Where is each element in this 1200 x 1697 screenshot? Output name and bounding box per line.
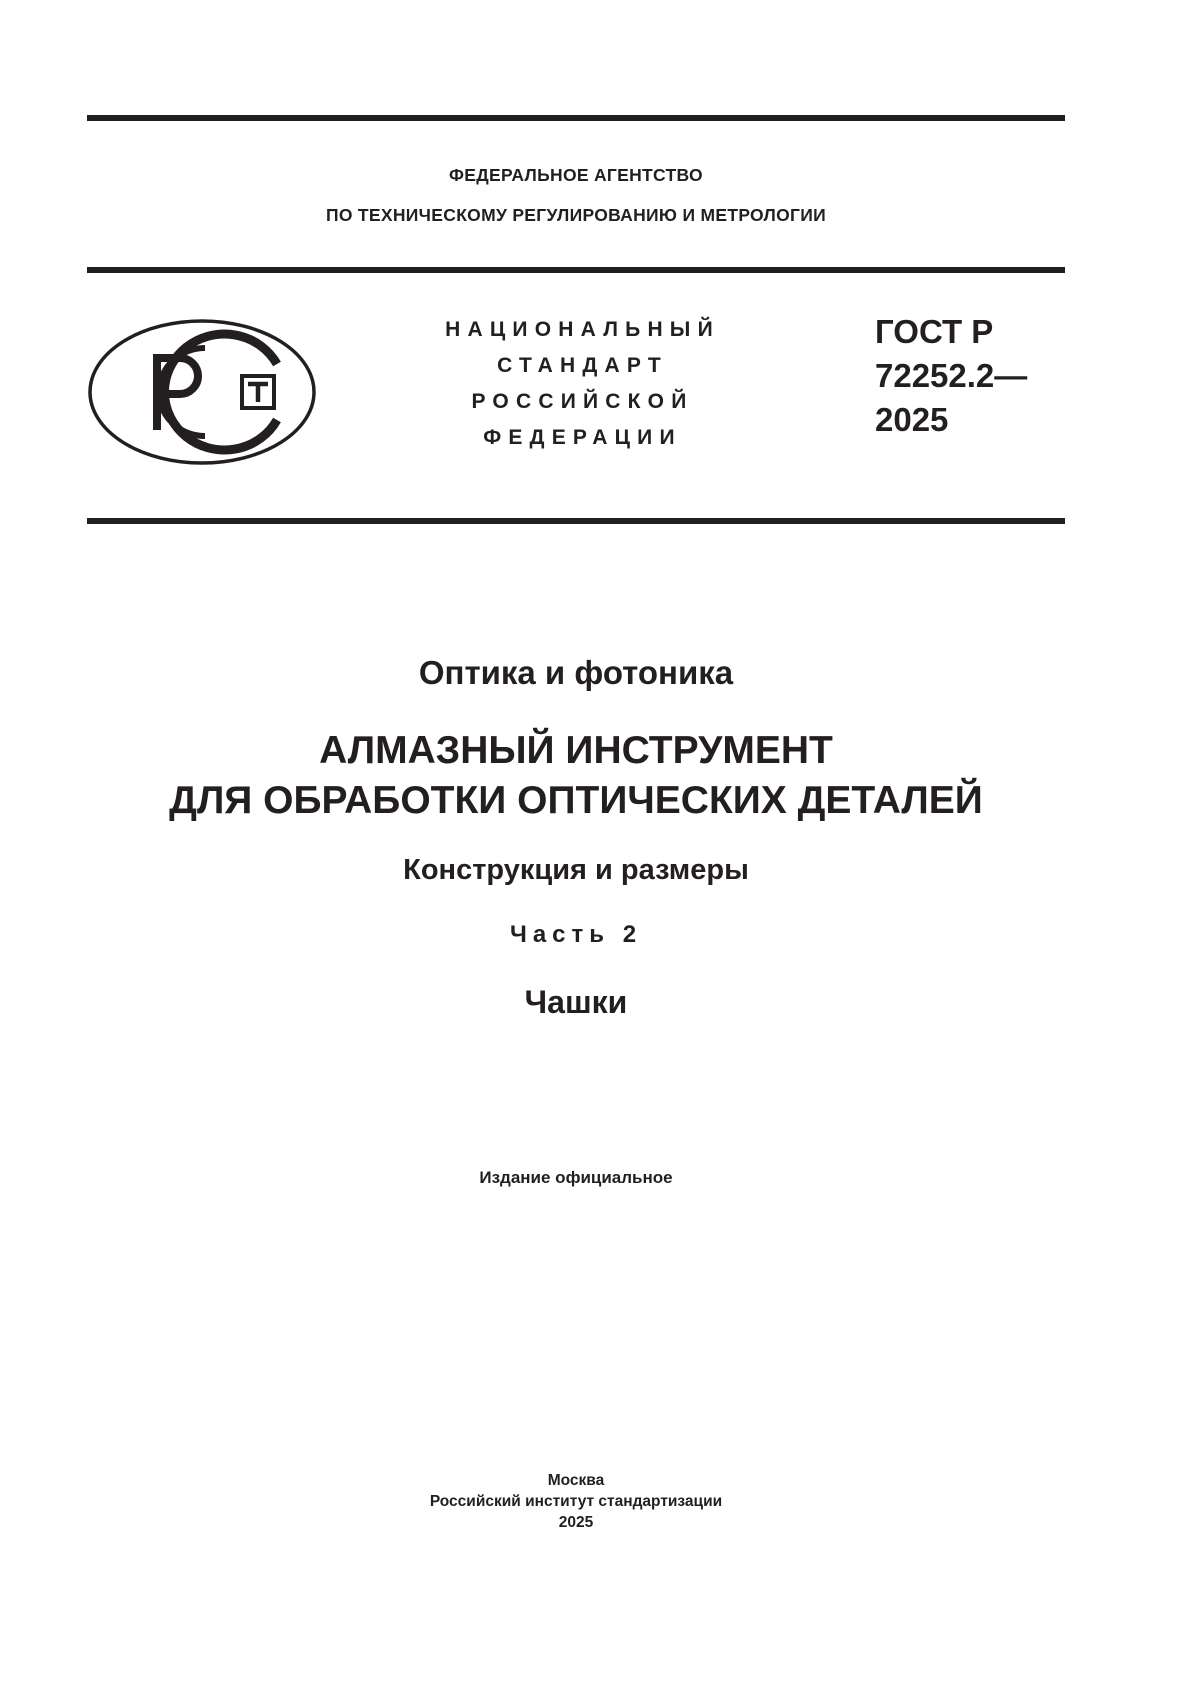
national-line-3: РОССИЙСКОЙ (471, 390, 694, 413)
gost-line-3: 2025 (875, 401, 949, 438)
subtitle: Конструкция и размеры (403, 854, 749, 886)
main-title-line-2: ДЛЯ ОБРАБОТКИ ОПТИЧЕСКИХ ДЕТАЛЕЙ (169, 779, 983, 822)
field-title: Оптика и фотоника (418, 654, 734, 691)
national-line-4: ФЕДЕРАЦИИ (483, 426, 682, 449)
agency-line-2: ПО ТЕХНИЧЕСКОМУ РЕГУЛИРОВАНИЮ И МЕТРОЛОГИИ (325, 205, 827, 225)
imprint-publisher: Российский институт стандартизации (429, 1493, 723, 1510)
edition-label: Издание официальное (479, 1168, 673, 1187)
gost-line-1: ГОСТ Р (875, 313, 994, 350)
part-title: Чашки (524, 984, 628, 1020)
top-rule (87, 115, 1065, 121)
national-line-2: СТАНДАРТ (497, 354, 668, 377)
national-line-1: НАЦИОНАЛЬНЫЙ (445, 318, 720, 341)
imprint-year: 2025 (558, 1514, 594, 1531)
standard-rule (87, 518, 1065, 524)
imprint-city: Москва (547, 1472, 605, 1489)
main-title (87, 726, 1065, 826)
header-rule (87, 267, 1065, 273)
agency-line-1: ФЕДЕРАЛЬНОЕ АГЕНТСТВО (449, 165, 703, 185)
rst-gost-emblem-icon (87, 318, 317, 466)
gost-designation (875, 310, 1075, 442)
gost-line-2: 72252.2— (875, 357, 1028, 394)
part-label: Часть 2 (509, 921, 643, 948)
main-title-line-1: АЛМАЗНЫЙ ИНСТРУМЕНТ (319, 729, 833, 772)
imprint (87, 1470, 1065, 1533)
national-standard-label (400, 312, 765, 456)
